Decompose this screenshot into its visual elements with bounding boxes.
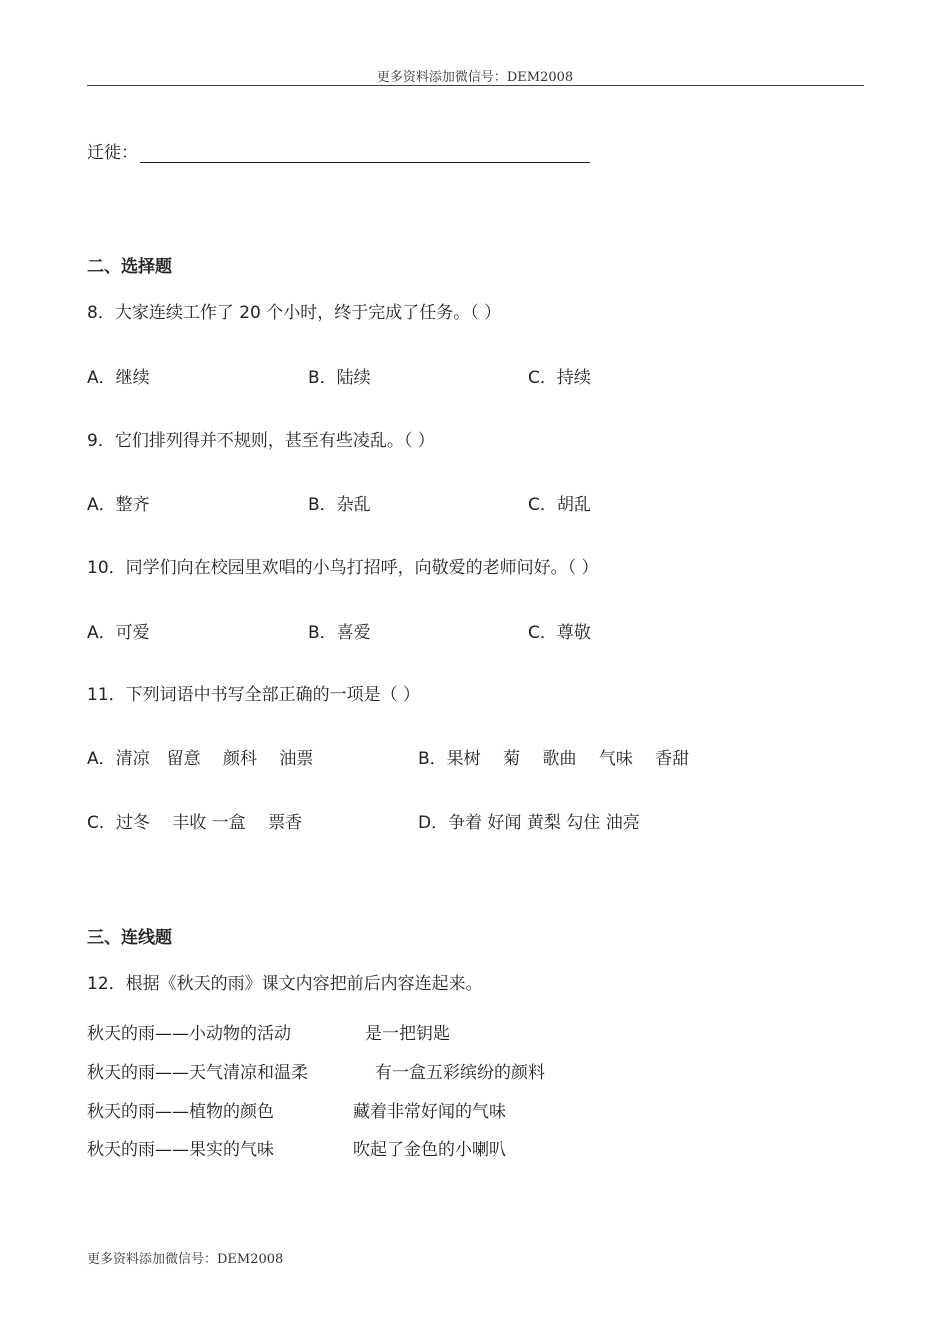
q11-option-b[interactable]: B．果树 菊 歌曲 气味 香甜	[418, 749, 690, 769]
q9-option-a[interactable]: A．整齐	[87, 495, 150, 515]
q8-option-c[interactable]: C．持续	[528, 368, 591, 388]
page-footer: 更多资料添加微信号：DEM2008	[87, 1252, 284, 1267]
q11-option-c[interactable]: C．过冬 丰收 一盒 票香	[87, 813, 303, 833]
question-12: 12．根据《秋天的雨》课文内容把前后内容连起来。	[87, 974, 483, 994]
match-left-item[interactable]: 秋天的雨——果实的气味	[87, 1140, 274, 1160]
question-11: 11．下列词语中书写全部正确的一项是（ ）	[87, 685, 421, 705]
match-left-item[interactable]: 秋天的雨——小动物的活动	[87, 1024, 291, 1044]
q10-option-a[interactable]: A．可爱	[87, 623, 150, 643]
match-left-item[interactable]: 秋天的雨——天气清凉和温柔	[87, 1063, 308, 1083]
migrate-row	[87, 138, 590, 163]
q11-option-a[interactable]: A．清凉 留意 颜科 油票	[87, 749, 314, 769]
section-3-title: 三、连线题	[87, 928, 172, 948]
q9-option-b[interactable]: B．杂乱	[308, 495, 371, 515]
section-2-title: 二、选择题	[87, 257, 172, 277]
question-8: 8．大家连续工作了 20 个小时，终于完成了任务。（ ）	[87, 303, 502, 323]
header-rule	[87, 85, 864, 86]
match-left-item[interactable]: 秋天的雨——植物的颜色	[87, 1102, 274, 1122]
q8-option-b[interactable]: B．陆续	[308, 368, 371, 388]
q11-option-d[interactable]: D．争着 好闻 黄梨 勾住 油亮	[418, 813, 640, 833]
q10-option-b[interactable]: B．喜爱	[308, 623, 371, 643]
migrate-label: 迁徙：	[87, 143, 138, 163]
page-header: 更多资料添加微信号：DEM2008	[376, 70, 574, 85]
q8-option-a[interactable]: A．继续	[87, 368, 150, 388]
question-10: 10．同学们向在校园里欢唱的小鸟打招呼，向敬爱的老师问好。（ ）	[87, 558, 599, 578]
q9-option-c[interactable]: C．胡乱	[528, 495, 591, 515]
match-right-item[interactable]: 有一盒五彩缤纷的颜料	[375, 1063, 545, 1083]
match-right-item[interactable]: 是一把钥匙	[365, 1024, 450, 1044]
match-right-item[interactable]: 吹起了金色的小喇叭	[353, 1140, 506, 1160]
question-9: 9．它们排列得并不规则，甚至有些凌乱。（ ）	[87, 431, 435, 451]
q10-option-c[interactable]: C．尊敬	[528, 623, 591, 643]
match-right-item[interactable]: 藏着非常好闻的气味	[353, 1102, 506, 1122]
migrate-blank[interactable]	[140, 144, 590, 163]
